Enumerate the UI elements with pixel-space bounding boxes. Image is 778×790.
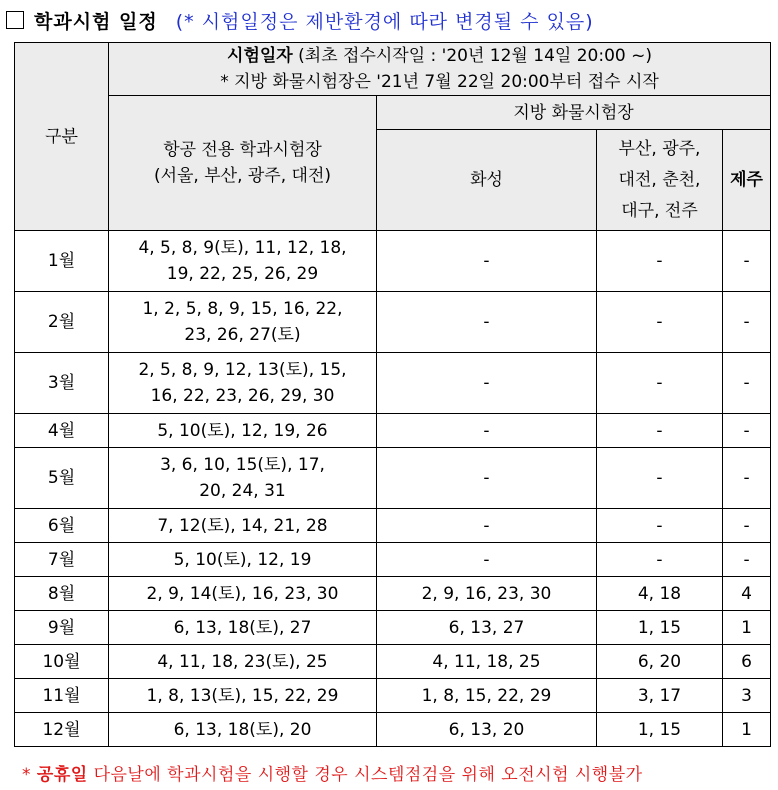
aviation-dates-cell: [109, 611, 377, 645]
header-hwaseong: 화성: [377, 130, 597, 231]
header-aviation-line1: 항공 전용 학과시험장: [163, 140, 322, 160]
jeju-dates-cell: 6: [723, 645, 771, 679]
cities-dates-cell: 1, 15: [597, 611, 723, 645]
header-exam-date-rest: (최초 접수시작일 : '20년 12월 14일 20:00 ~): [292, 46, 652, 66]
table-row: [15, 231, 771, 292]
aviation-dates-cell: [109, 353, 377, 414]
checkbox-square-icon: [6, 11, 24, 29]
aviation-line: 1, 2, 5, 8, 9, 15, 16, 22,: [142, 299, 343, 319]
aviation-dates-cell: [109, 448, 377, 509]
jeju-dates-cell: -: [723, 231, 771, 292]
aviation-line: 5, 10(토), 12, 19, 26: [157, 420, 328, 441]
aviation-line: 16, 22, 23, 26, 29, 30: [150, 386, 335, 406]
hwaseong-dates-cell: 6, 13, 20: [377, 713, 597, 747]
jeju-dates-cell: -: [723, 292, 771, 353]
hwaseong-dates-cell: 4, 11, 18, 25: [377, 645, 597, 679]
cities-dates-cell: 3, 17: [597, 679, 723, 713]
cities-dates-cell: -: [597, 292, 723, 353]
exam-schedule-table: [14, 42, 771, 747]
hwaseong-dates-cell: -: [377, 353, 597, 414]
table-row: [15, 679, 771, 713]
header-exam-date: [109, 43, 771, 96]
cities-dates-cell: 1, 15: [597, 713, 723, 747]
jeju-dates-cell: -: [723, 448, 771, 509]
jeju-dates-cell: -: [723, 353, 771, 414]
aviation-dates-cell: [109, 292, 377, 353]
aviation-dates-cell: [109, 543, 377, 577]
jeju-dates-cell: 3: [723, 679, 771, 713]
header-cities-line2: 대전, 춘천,: [618, 169, 701, 190]
jeju-dates-cell: 4: [723, 577, 771, 611]
aviation-line: 19, 22, 25, 26, 29: [166, 264, 319, 284]
header-cities-line1: 부산, 광주,: [618, 138, 701, 159]
aviation-line: 2, 5, 8, 9, 12, 13(토), 15,: [138, 360, 347, 380]
aviation-line: 1, 8, 13(토), 15, 22, 29: [146, 685, 339, 706]
aviation-line: 2, 9, 14(토), 16, 23, 30: [146, 583, 339, 604]
header-aviation-line2: (서울, 부산, 광주, 대전): [153, 166, 332, 186]
aviation-dates-cell: [109, 509, 377, 543]
section-title: [6, 4, 594, 36]
aviation-line: 23, 26, 27(토): [184, 325, 301, 345]
month-cell: 8월: [15, 577, 109, 611]
aviation-dates-cell: [109, 713, 377, 747]
jeju-dates-cell: -: [723, 509, 771, 543]
table-row: [15, 713, 771, 747]
table-row: [15, 611, 771, 645]
month-cell: 9월: [15, 611, 109, 645]
month-cell: 6월: [15, 509, 109, 543]
month-cell: 4월: [15, 414, 109, 448]
month-cell: 7월: [15, 543, 109, 577]
aviation-line: 6, 13, 18(토), 20: [173, 719, 312, 740]
month-cell: 12월: [15, 713, 109, 747]
table-row: [15, 448, 771, 509]
header-cities: [597, 130, 723, 231]
jeju-dates-cell: -: [723, 543, 771, 577]
aviation-dates-cell: [109, 679, 377, 713]
table-row: [15, 292, 771, 353]
cities-dates-cell: -: [597, 353, 723, 414]
hwaseong-dates-cell: -: [377, 231, 597, 292]
aviation-line: 4, 11, 18, 23(토), 25: [157, 651, 328, 672]
jeju-dates-cell: 1: [723, 611, 771, 645]
jeju-dates-cell: 1: [723, 713, 771, 747]
cities-dates-cell: 4, 18: [597, 577, 723, 611]
aviation-line: 4, 5, 8, 9(토), 11, 12, 18,: [138, 238, 347, 258]
header-exam-date-bold: 시험일자: [227, 46, 293, 66]
hwaseong-dates-cell: -: [377, 414, 597, 448]
hwaseong-dates-cell: -: [377, 448, 597, 509]
table-row: [15, 414, 771, 448]
aviation-line: 5, 10(토), 12, 19: [173, 549, 312, 570]
month-cell: 3월: [15, 353, 109, 414]
hwaseong-dates-cell: 2, 9, 16, 23, 30: [377, 577, 597, 611]
header-category: 구분: [15, 43, 109, 231]
hwaseong-dates-cell: 6, 13, 27: [377, 611, 597, 645]
table-row: [15, 353, 771, 414]
title-note: (* 시험일정은 제반환경에 따라 변경될 수 있음): [175, 10, 594, 33]
footnote-star: *: [22, 765, 31, 785]
month-cell: 10월: [15, 645, 109, 679]
header-jeju: 제주: [723, 130, 771, 231]
footnote-rest: 다음날에 학과시험을 시행할 경우 시스템점검을 위해 오전시험 시행불가: [87, 765, 643, 785]
table-row: [15, 645, 771, 679]
aviation-dates-cell: [109, 577, 377, 611]
header-exam-date-sub: * 지방 화물시험장은 '21년 7월 22일 20:00부터 접수 시작: [220, 72, 659, 92]
table-row: [15, 509, 771, 543]
aviation-dates-cell: [109, 231, 377, 292]
aviation-line: 3, 6, 10, 15(토), 17,: [160, 455, 325, 475]
hwaseong-dates-cell: -: [377, 509, 597, 543]
cities-dates-cell: -: [597, 414, 723, 448]
cities-dates-cell: -: [597, 509, 723, 543]
header-regional: 지방 화물시험장: [377, 96, 771, 130]
aviation-line: 20, 24, 31: [199, 481, 286, 501]
hwaseong-dates-cell: -: [377, 543, 597, 577]
cities-dates-cell: -: [597, 448, 723, 509]
table-row: [15, 543, 771, 577]
month-cell: 2월: [15, 292, 109, 353]
cities-dates-cell: 6, 20: [597, 645, 723, 679]
footnote: [22, 760, 643, 785]
title-main: 학과시험 일정: [34, 10, 158, 33]
aviation-dates-cell: [109, 645, 377, 679]
cities-dates-cell: -: [597, 543, 723, 577]
hwaseong-dates-cell: 1, 8, 15, 22, 29: [377, 679, 597, 713]
month-cell: 1월: [15, 231, 109, 292]
footnote-bold: 공휴일: [36, 765, 88, 785]
header-aviation: [109, 96, 377, 231]
hwaseong-dates-cell: -: [377, 292, 597, 353]
header-cities-line3: 대구, 전주: [621, 200, 698, 221]
aviation-dates-cell: [109, 414, 377, 448]
month-cell: 5월: [15, 448, 109, 509]
table-row: [15, 577, 771, 611]
month-cell: 11월: [15, 679, 109, 713]
jeju-dates-cell: -: [723, 414, 771, 448]
aviation-line: 7, 12(토), 14, 21, 28: [157, 515, 328, 536]
cities-dates-cell: -: [597, 231, 723, 292]
aviation-line: 6, 13, 18(토), 27: [173, 617, 312, 638]
